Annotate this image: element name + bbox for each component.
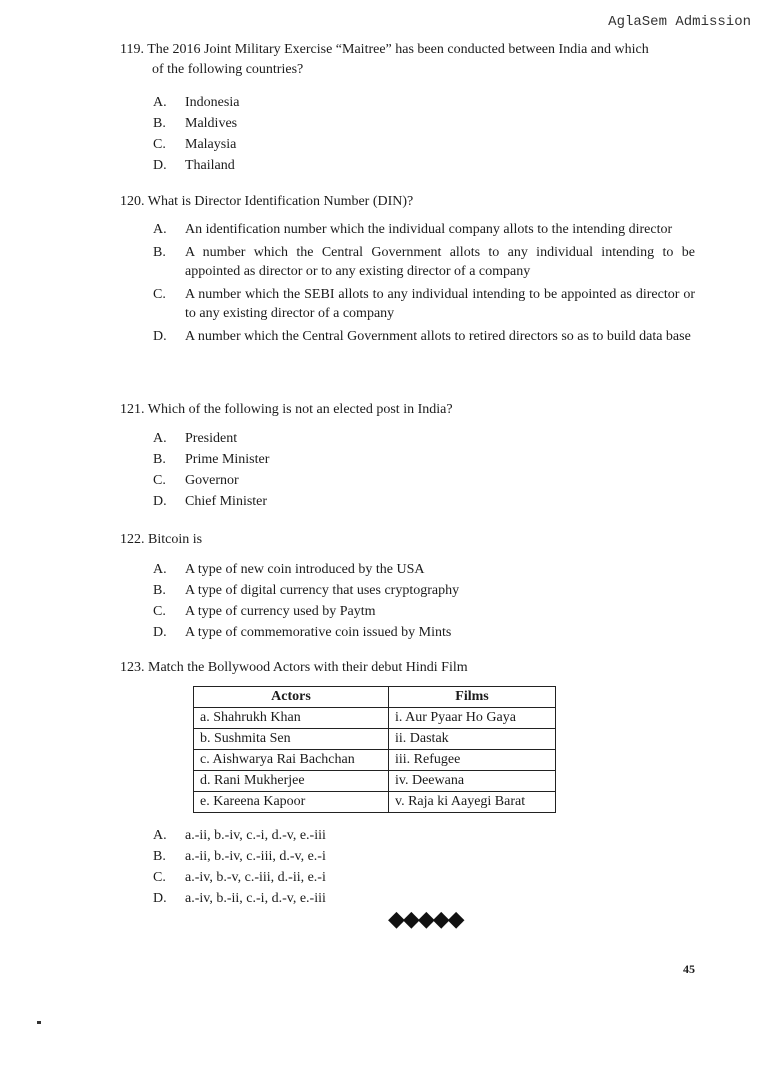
table-row [194, 771, 556, 792]
question-123 [120, 658, 695, 678]
option [153, 581, 695, 600]
option-text: President [185, 431, 238, 446]
option [153, 93, 695, 112]
option-text: a.-ii, b.-iv, c.-i, d.-v, e.-iii [185, 828, 326, 843]
option-label: B. [153, 245, 166, 260]
question-121 [120, 400, 695, 513]
table-header-row [194, 687, 556, 708]
table-cell: iv. Deewana [389, 771, 556, 792]
table-cell: a. Shahrukh Khan [194, 708, 389, 729]
question-number: 119. [120, 42, 144, 57]
option-text: Governor [185, 473, 239, 488]
option [153, 135, 695, 154]
watermark-text: AglaSem Admission [608, 14, 751, 30]
table-cell: ii. Dastak [389, 729, 556, 750]
question-122 [120, 530, 695, 644]
option-text: Indonesia [185, 95, 240, 110]
option [153, 602, 695, 621]
option-text: a.-ii, b.-iv, c.-iii, d.-v, e.-i [185, 849, 326, 864]
option [153, 492, 695, 511]
option-text: A number which the Central Government allots to retired directors so as to build data base [185, 329, 691, 344]
option-label: A. [153, 562, 167, 577]
table-row [194, 708, 556, 729]
option-label: B. [153, 116, 166, 131]
option-label: C. [153, 473, 166, 488]
option-text: A type of digital currency that uses cryptography [185, 583, 460, 598]
option-label: C. [153, 287, 166, 302]
option [153, 156, 695, 175]
table-cell: v. Raja ki Aayegi Barat [389, 792, 556, 813]
option-text: Chief Minister [185, 494, 268, 509]
option [153, 429, 695, 448]
table-cell: c. Aishwarya Rai Bachchan [194, 750, 389, 771]
table-cell: e. Kareena Kapoor [194, 792, 389, 813]
question-text: Which of the following is not an elected post in India? [147, 402, 453, 417]
question-text: What is Director Identification Number (DIN)? [147, 194, 414, 209]
option [153, 114, 695, 133]
option [153, 220, 695, 239]
option-label: B. [153, 583, 166, 598]
table-cell: b. Sushmita Sen [194, 729, 389, 750]
option-text: A type of new coin introduced by the USA [185, 562, 425, 577]
table-row [194, 750, 556, 771]
option [153, 285, 695, 323]
option-label: B. [153, 452, 166, 467]
option-label: D. [153, 329, 167, 344]
option-label: D. [153, 891, 167, 906]
table-cell: d. Rani Mukherjee [194, 771, 389, 792]
option [153, 826, 695, 845]
question-number: 122. [120, 532, 145, 547]
question-120 [120, 192, 695, 350]
question-text: The 2016 Joint Military Exercise “Maitree” has been conducted between India and which [147, 42, 649, 57]
option [153, 450, 695, 469]
option-text: A type of commemorative coin issued by Mints [185, 625, 452, 640]
option-text: a.-iv, b.-v, c.-iii, d.-ii, e.-i [185, 870, 326, 885]
option [153, 327, 695, 346]
end-diamonds-icon: ◆◆◆◆◆ [388, 906, 463, 931]
option-text: A type of currency used by Paytm [185, 604, 376, 619]
option-label: A. [153, 431, 167, 446]
page-number: 45 [683, 962, 695, 976]
option [153, 868, 695, 887]
option-label: C. [153, 870, 166, 885]
option-label: A. [153, 222, 167, 237]
option-text: Maldives [185, 116, 238, 131]
option-text: Thailand [185, 158, 235, 173]
option-text: Prime Minister [185, 452, 270, 467]
option-text: An identification number which the individual company allots to the intending director [185, 222, 673, 237]
option-text: a.-iv, b.-ii, c.-i, d.-v, e.-iii [185, 891, 326, 906]
option [153, 623, 695, 642]
match-table [193, 686, 556, 813]
question-text-continued: of the following countries? [152, 62, 304, 77]
option-label: A. [153, 828, 167, 843]
table-header: Actors [194, 687, 389, 708]
option-label: B. [153, 849, 166, 864]
option [153, 847, 695, 866]
option-label: C. [153, 604, 166, 619]
option [153, 560, 695, 579]
option-label: A. [153, 95, 167, 110]
question-number: 123. [120, 660, 145, 675]
table-cell: i. Aur Pyaar Ho Gaya [389, 708, 556, 729]
option-label: D. [153, 625, 167, 640]
option-text: A number which the Central Government allots to any individual intending to be appointed as director or to any existing director of a company [185, 245, 695, 279]
table-cell: iii. Refugee [389, 750, 556, 771]
option [153, 471, 695, 490]
question-number: 120. [120, 194, 145, 209]
question-number: 121. [120, 402, 145, 417]
option-text: Malaysia [185, 137, 237, 152]
scan-speck [37, 1021, 41, 1024]
question-123-options [120, 826, 695, 910]
option-label: D. [153, 494, 167, 509]
option-text: A number which the SEBI allots to any individual intending to be appointed as director or to any existing director of a company [185, 287, 695, 321]
table-row [194, 792, 556, 813]
question-text: Bitcoin is [148, 532, 203, 547]
question-119 [120, 40, 695, 177]
option [153, 243, 695, 281]
question-text: Match the Bollywood Actors with their debut Hindi Film [148, 660, 468, 675]
option-label: D. [153, 158, 167, 173]
option-label: C. [153, 137, 166, 152]
table-row [194, 729, 556, 750]
table-header: Films [389, 687, 556, 708]
